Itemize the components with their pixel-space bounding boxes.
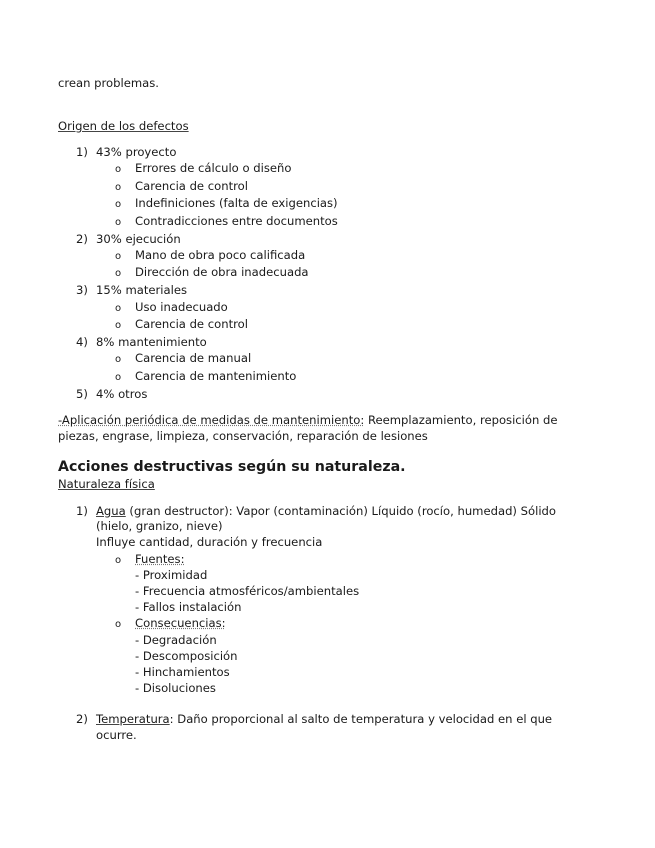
circle-bullet-icon: o [115,199,122,210]
source-item: - Frecuencia atmosféricos/ambientales [135,584,360,598]
circle-bullet-icon: o [115,164,122,175]
temperature-item-line [96,712,552,727]
consequence-item: - Disoluciones [135,681,216,695]
section-heading: Acciones destructivas según su naturaleza. [58,459,406,475]
consequence-text: Descomposición [142,649,238,663]
section-subheading: Naturaleza física [58,477,155,491]
circle-bullet-icon: o [115,268,122,279]
circle-bullet-icon: o [115,354,122,365]
source-item: - Proximidad [135,568,208,582]
circle-bullet-icon: o [115,303,122,314]
maintenance-lead: -Aplicación periódica de medidas de mantenimiento: [58,413,365,427]
source-item: - Fallos instalación [135,600,242,614]
consequence-text: Degradación [142,633,217,647]
consequence-text: Hinchamientos [142,665,230,679]
temperature-term: Temperatura [96,712,170,726]
list-number: 2) [76,712,88,726]
list-item: 15% materiales [96,283,188,297]
sub-list-item: Carencia de manual [135,351,252,365]
list-item: 4% otros [96,387,148,401]
maintenance-text-cont: piezas, engrase, limpieza, conservación, reparación de lesiones [58,429,428,443]
consequences-label: Consecuencias: [135,616,226,630]
circle-bullet-icon: o [115,619,122,630]
circle-bullet-icon: o [115,320,122,331]
circle-bullet-icon: o [115,555,122,566]
circle-bullet-icon: o [115,182,122,193]
sub-list-item: Dirección de obra inadecuada [135,265,309,279]
temperature-text-cont: ocurre. [96,728,137,742]
sub-list-item: Indefiniciones (falta de exigencias) [135,196,338,210]
water-item-line [96,504,556,519]
source-text: Frecuencia atmosféricos/ambientales [142,584,360,598]
list-number: 4) [76,335,88,349]
sub-list-item: Mano de obra poco calificada [135,248,306,262]
list-item: 30% ejecución [96,232,181,246]
source-text: Proximidad [142,568,208,582]
list-number: 2) [76,232,88,246]
sub-list-item: Carencia de mantenimiento [135,369,297,383]
list-number: 5) [76,387,88,401]
circle-bullet-icon: o [115,217,122,228]
water-term: Agua [96,504,126,518]
origin-title: Origen de los defectos [58,119,189,133]
maintenance-paragraph-line [58,413,558,428]
intro-tail: crean problemas. [58,76,159,90]
list-number: 1) [76,145,88,159]
water-influence: Influye cantidad, duración y frecuencia [96,535,323,549]
sub-list-item: Errores de cálculo o diseño [135,161,292,175]
sources-label: Fuentes: [135,552,185,566]
circle-bullet-icon: o [115,372,122,383]
consequence-item: - Hinchamientos [135,665,230,679]
consequence-text: Disoluciones [142,681,216,695]
consequence-item: - Descomposición [135,649,238,663]
list-number: 1) [76,504,88,518]
source-text: Fallos instalación [142,600,242,614]
sub-list-item: Uso inadecuado [135,300,228,314]
list-item: 43% proyecto [96,145,177,159]
circle-bullet-icon: o [115,251,122,262]
list-item: 8% mantenimiento [96,335,207,349]
temperature-text: : Daño proporcional al salto de temperatura y velocidad en el que [169,712,553,726]
water-text: (gran destructor): Vapor (contaminación) Líquido (rocío, humedad) Sólido [125,504,556,518]
list-number: 3) [76,283,88,297]
maintenance-text: Reemplazamiento, reposición de [364,413,558,427]
sub-list-item: Carencia de control [135,317,248,331]
sub-list-item: Contradicciones entre documentos [135,214,338,228]
consequence-item: - Degradación [135,633,217,647]
water-text-cont: (hielo, granizo, nieve) [96,519,223,533]
sub-list-item: Carencia de control [135,179,248,193]
